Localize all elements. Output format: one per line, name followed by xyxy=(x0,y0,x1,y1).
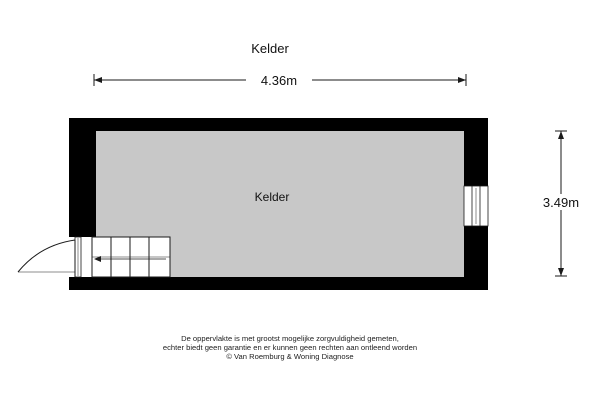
height-dimension-label: 3.49m xyxy=(542,195,580,210)
window-right xyxy=(464,186,488,226)
disclaimer-line-1: De oppervlakte is met grootst mogelijke zorgvuldigheid gemeten, xyxy=(181,334,399,343)
disclaimer-line-2: echter biedt geen garantie en er kunnen geen rechten aan ontleend worden xyxy=(162,343,418,352)
staircase xyxy=(92,237,170,277)
floor-title: Kelder xyxy=(251,41,289,56)
room-label: Kelder xyxy=(254,190,290,204)
copyright-line: © Van Roemburg & Woning Diagnose xyxy=(226,352,354,361)
door-swing xyxy=(18,240,75,277)
width-dimension-label: 4.36m xyxy=(260,73,298,88)
